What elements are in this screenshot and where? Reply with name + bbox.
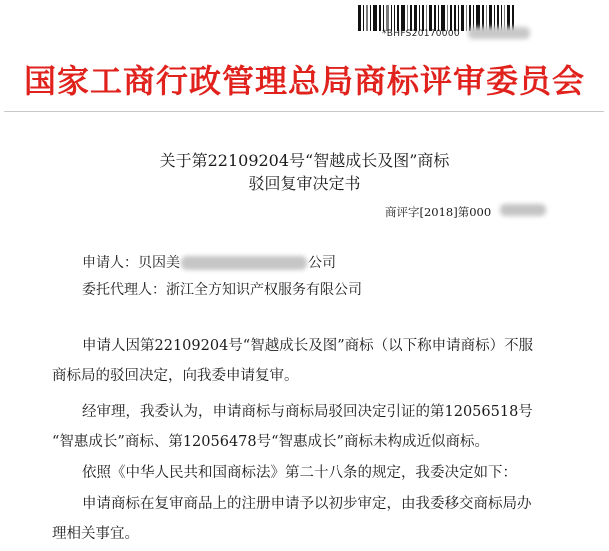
barcode-bar bbox=[358, 5, 361, 31]
applicant-name-prefix: 贝因美 bbox=[138, 255, 180, 271]
barcode-bar bbox=[461, 5, 464, 31]
barcode-bar bbox=[429, 5, 432, 31]
barcode-bar bbox=[454, 5, 456, 31]
barcode-bar bbox=[441, 5, 445, 31]
barcode-bar bbox=[447, 5, 448, 31]
barcode-bar bbox=[466, 5, 467, 31]
barcode-bar bbox=[426, 5, 427, 31]
barcode-bar bbox=[366, 5, 368, 31]
body-line: 申请商标在复审商品上的注册申请予以初步审定，由我委移交商标局办 bbox=[82, 496, 532, 512]
barcode-bar bbox=[419, 5, 420, 31]
applicant-line bbox=[82, 252, 336, 272]
barcode-bar bbox=[434, 5, 436, 31]
barcode-bar bbox=[363, 5, 364, 31]
barcode-bar bbox=[391, 5, 392, 31]
barcode-bar bbox=[414, 5, 417, 31]
barcode-bar bbox=[401, 5, 405, 31]
body-line: 依照《中华人民共和国商标法》第二十八条的规定，我委决定如下： bbox=[82, 465, 517, 481]
case-number: 商评字[2018]第000 bbox=[385, 205, 492, 219]
document-title-line-2: 驳回复审决定书 bbox=[248, 174, 361, 193]
barcode-bar bbox=[450, 5, 452, 31]
body-line: “智惠成长”商标、第12056478号“智惠成长”商标未构成近似商标。 bbox=[52, 434, 489, 450]
redacted-applicant-name bbox=[181, 256, 307, 270]
redacted-barcode-digits bbox=[468, 27, 530, 39]
barcode-bar bbox=[373, 5, 377, 31]
barcode-bar bbox=[422, 5, 424, 31]
barcode-bar bbox=[397, 5, 399, 31]
document-title-line-1: 关于第22109204号“智越成长及图”商标 bbox=[159, 151, 450, 170]
barcode-bar bbox=[410, 5, 412, 31]
barcode-bar bbox=[394, 5, 395, 31]
agent-name: 浙江全方知识产权服务有限公司 bbox=[166, 282, 362, 298]
body-line: 申请人因第22109204号“智越成长及图”商标（以下称申请商标）不服 bbox=[82, 338, 534, 354]
barcode-bar bbox=[383, 5, 384, 31]
barcode-bar bbox=[370, 5, 371, 31]
barcode-bar bbox=[386, 5, 389, 31]
issuer-header: 国家工商行政管理总局商标评审委员会 bbox=[23, 62, 585, 100]
barcode-bar bbox=[407, 5, 408, 31]
header-divider bbox=[4, 111, 604, 112]
barcode-number: *BHFS20170000 bbox=[382, 29, 460, 39]
agent-label: 委托代理人： bbox=[82, 282, 166, 298]
barcode-bar bbox=[458, 5, 459, 31]
body-line: 商标局的驳回决定，向我委申请复审。 bbox=[52, 368, 299, 384]
body-line: 经审理，我委认为，申请商标与商标局驳回决定引证的第12056518号 bbox=[82, 404, 533, 420]
applicant-name-suffix: 公司 bbox=[308, 255, 336, 271]
agent-line bbox=[82, 279, 362, 299]
body-line: 理相关事宜。 bbox=[52, 526, 139, 542]
applicant-label: 申请人： bbox=[82, 255, 138, 271]
barcode-bar bbox=[379, 5, 381, 31]
redacted-case-digits bbox=[500, 204, 546, 216]
barcode-bar bbox=[438, 5, 439, 31]
